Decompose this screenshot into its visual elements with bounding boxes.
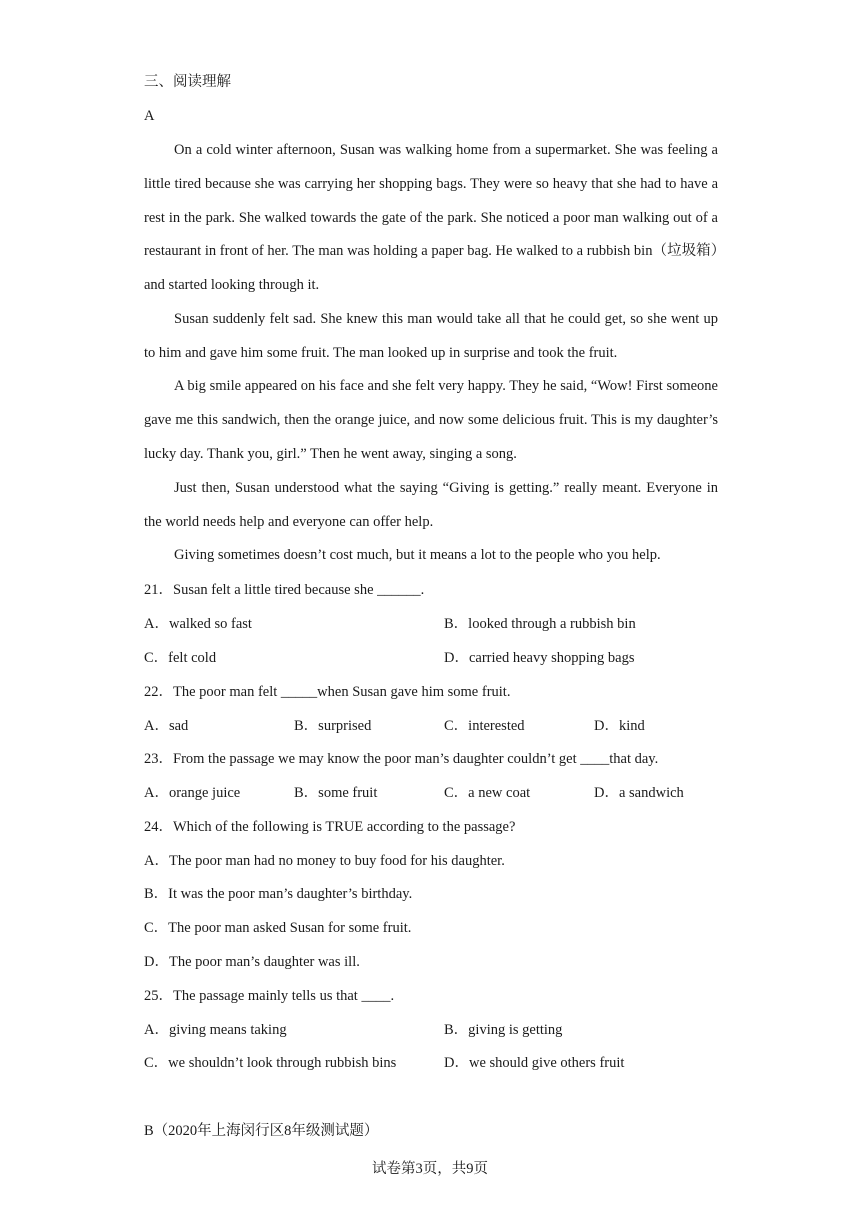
question-25-option-a[interactable]: A．giving means taking	[144, 1022, 287, 1038]
passage-a-label: A	[144, 108, 155, 124]
question-23-option-b[interactable]: B．some fruit	[294, 785, 378, 801]
passage-paragraph-1: On a cold winter afternoon, Susan was walking home from a supermarket. She was feeling a little tired because she was carrying her shopping bags. They were so heavy that she had to have a rest in the park. She walked towards the gate of the park. She noticed a poor man walking out of a restaurant in front of her. The man was holding a paper bag. He walked to a rubbish bin（垃圾箱）and started looking through it.	[144, 142, 718, 294]
question-21-option-d[interactable]: D．carried heavy shopping bags	[444, 650, 635, 666]
question-25-stem: 25．The passage mainly tells us that ____.	[144, 988, 395, 1004]
question-23-option-c[interactable]: C．a new coat	[444, 785, 531, 801]
question-21-option-c[interactable]: C．felt cold	[144, 650, 217, 666]
passage-paragraph-2: Susan suddenly felt sad. She knew this man would take all that he could get, so she went up to him and gave him some fruit. The man looked up in surprise and took the fruit.	[144, 311, 718, 361]
question-21-stem: 21．Susan felt a little tired because she ______.	[144, 582, 425, 598]
page-footer: 试卷第3页，共9页	[372, 1161, 488, 1177]
question-25-option-d[interactable]: D．we should give others fruit	[444, 1055, 625, 1071]
question-25-option-b[interactable]: B．giving is getting	[444, 1022, 563, 1038]
section-title: 三、阅读理解	[144, 74, 231, 90]
question-24-stem: 24．Which of the following is TRUE according to the passage?	[144, 819, 516, 835]
question-25-option-c[interactable]: C．we shouldn’t look through rubbish bins	[144, 1055, 397, 1071]
question-21-option-a[interactable]: A．walked so fast	[144, 616, 252, 632]
passage-paragraph-3: A big smile appeared on his face and she felt very happy. They he said, “Wow! First someone gave me this sandwich, then the orange juice, and now some delicious fruit. This is my daughter’s lucky day. Thank you, girl.” Then he went away, singing a song.	[144, 378, 718, 462]
question-22-stem: 22．The poor man felt _____when Susan gave him some fruit.	[144, 684, 511, 700]
question-24-option-b[interactable]: B．It was the poor man’s daughter’s birthday.	[144, 886, 413, 902]
question-22-option-a[interactable]: A．sad	[144, 718, 189, 734]
question-23-option-d[interactable]: D．a sandwich	[594, 785, 684, 801]
question-22-option-d[interactable]: D．kind	[594, 718, 645, 734]
question-24-option-d[interactable]: D．The poor man’s daughter was ill.	[144, 954, 360, 970]
question-22-option-c[interactable]: C．interested	[444, 718, 525, 734]
passage-paragraph-5: Giving sometimes doesn’t cost much, but it means a lot to the people who you help.	[174, 547, 661, 563]
question-24-option-c[interactable]: C．The poor man asked Susan for some fruit.	[144, 920, 412, 936]
question-21-option-b[interactable]: B．looked through a rubbish bin	[444, 616, 636, 632]
question-22-option-b[interactable]: B．surprised	[294, 718, 372, 734]
question-23-option-a[interactable]: A．orange juice	[144, 785, 241, 801]
passage-b-heading: B（2020年上海闵行区8年级测试题）	[144, 1123, 379, 1139]
question-23-stem: 23．From the passage we may know the poor man’s daughter couldn’t get ____that day.	[144, 751, 659, 767]
question-24-option-a[interactable]: A．The poor man had no money to buy food for his daughter.	[144, 853, 505, 869]
passage-paragraph-4: Just then, Susan understood what the saying “Giving is getting.” really meant. Everyone in the world needs help and everyone can offer help.	[144, 480, 718, 530]
